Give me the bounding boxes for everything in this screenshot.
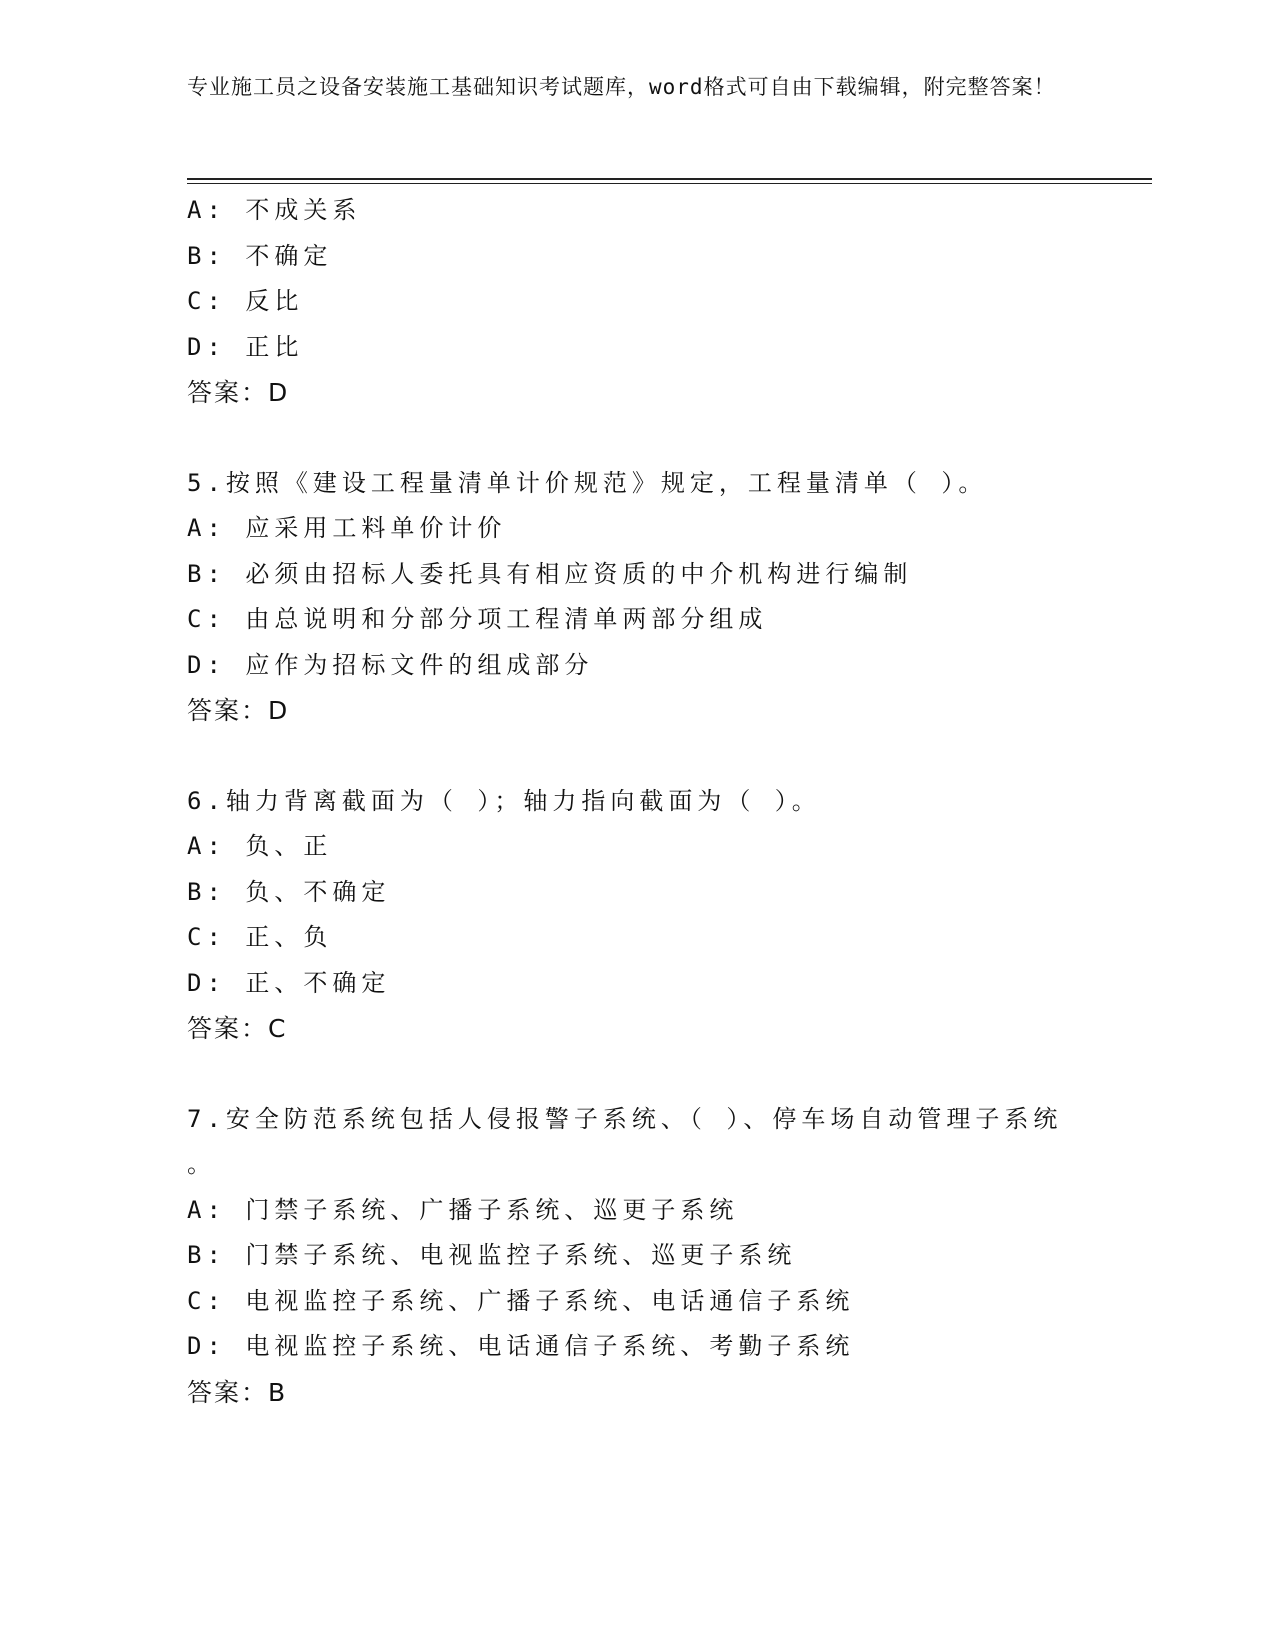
question-stem: 6.轴力背离截面为（ ）；轴力指向截面为（ ）。 bbox=[187, 786, 821, 815]
spacer bbox=[187, 1052, 1137, 1097]
prev-question-block bbox=[187, 188, 1137, 416]
answer: 答案：D bbox=[187, 696, 290, 725]
answer: 答案：C bbox=[187, 1014, 288, 1043]
question-5-block bbox=[187, 461, 1137, 734]
option-c: C: 电视监控子系统、广播子系统、电话通信子系统 bbox=[187, 1286, 855, 1315]
option-b: B: 必须由招标人委托具有相应资质的中介机构进行编制 bbox=[187, 559, 913, 588]
answer: 答案：B bbox=[187, 1377, 288, 1407]
option-d: D: 应作为招标文件的组成部分 bbox=[187, 650, 594, 679]
option-a: A: 门禁子系统、广播子系统、巡更子系统 bbox=[187, 1195, 739, 1224]
option-a: A: 负、正 bbox=[187, 832, 333, 860]
spacer bbox=[187, 416, 1137, 461]
option-c: C: 反比 bbox=[187, 287, 304, 315]
option-b: B: 负、不确定 bbox=[187, 877, 391, 906]
question-stem-line-1: 7.安全防范系统包括人侵报警子系统、（ ）、停车场自动管理子系统 bbox=[187, 1104, 1063, 1133]
spacer bbox=[187, 734, 1137, 779]
question-stem-line-2: 。 bbox=[187, 1150, 216, 1178]
answer: 答案：D bbox=[187, 378, 290, 407]
header-rule-thin bbox=[187, 183, 1152, 184]
question-7-block bbox=[187, 1097, 1137, 1416]
question-stem: 5.按照《建设工程量清单计价规范》规定，工程量清单（ ）。 bbox=[187, 468, 988, 497]
option-b: B: 不确定 bbox=[187, 241, 333, 270]
option-d: D: 正比 bbox=[187, 332, 304, 361]
option-d: D: 正、不确定 bbox=[187, 968, 391, 997]
option-c: C: 正、负 bbox=[187, 923, 333, 951]
option-b: B: 门禁子系统、电视监控子系统、巡更子系统 bbox=[187, 1241, 797, 1269]
header-rule-thick bbox=[187, 178, 1152, 180]
document-header: 专业施工员之设备安装施工基础知识考试题库，word格式可自由下载编辑，附完整答案！ bbox=[187, 75, 1056, 99]
option-c: C: 由总说明和分部分项工程清单两部分组成 bbox=[187, 605, 768, 633]
option-a: A: 应采用工料单价计价 bbox=[187, 514, 507, 542]
question-6-block bbox=[187, 779, 1137, 1052]
option-d: D: 电视监控子系统、电话通信子系统、考勤子系统 bbox=[187, 1332, 855, 1360]
option-a: A: 不成关系 bbox=[187, 196, 362, 224]
question-list bbox=[187, 188, 1137, 1415]
